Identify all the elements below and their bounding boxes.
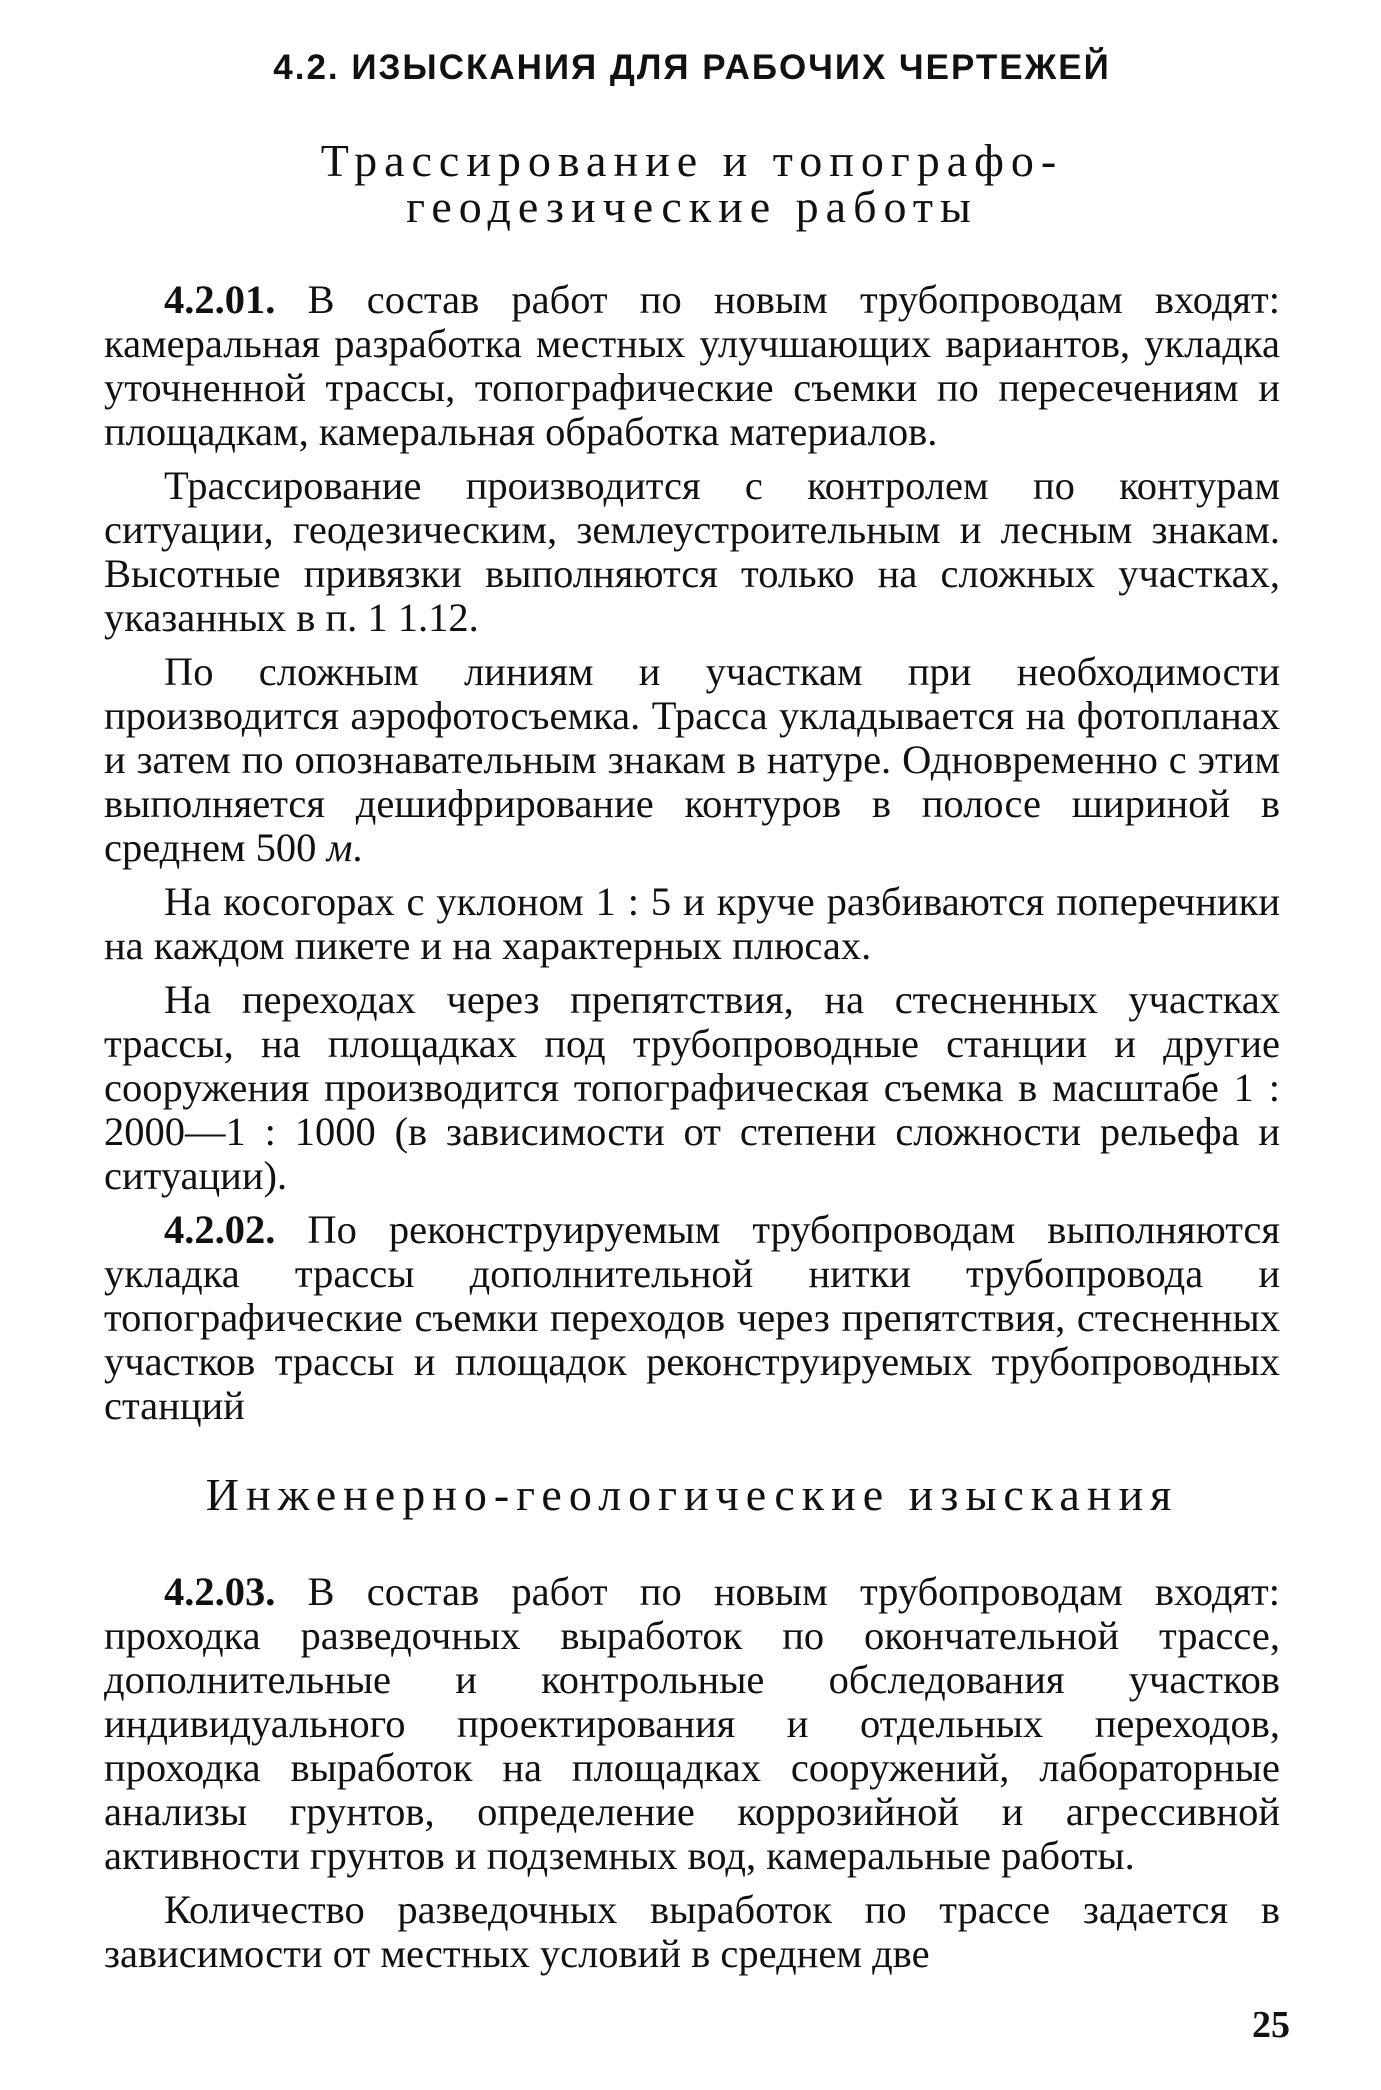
paragraph-text: Трассирование производится с контролем по контурам ситуации, геодезическим, землеустроительным и лесным знакам. Высотные привязки выполняются только на сложных участках, указанных в п. 1 1.12. xyxy=(104,463,1280,640)
paragraph-slopes xyxy=(104,880,1280,968)
section-title-geology: Инженерно-геологические изыскания xyxy=(205,1469,1179,1520)
paragraph-tracing-control xyxy=(104,464,1280,640)
paragraph-4-2-03 xyxy=(104,1570,1280,1878)
paragraph-text: По сложным линиям и участкам при необходимости производится аэрофотосъемка. Трасса укладывается на фотопланах и затем по опознавательным знакам в натуре. Одновременно с этим выполняется дешифрирование контуров в полосе шириной в среднем 500 xyxy=(104,649,1280,870)
document-page xyxy=(104,48,1280,1986)
paragraph-text: По реконструируемым трубопроводам выполняются укладка трассы дополнительной нитки трубопровода и топографические съемки переходов через препятствия, стесненных участков трассы и площадок реконструируемых трубопроводных станций xyxy=(104,1207,1280,1428)
chapter-heading: 4.2. ИЗЫСКАНИЯ ДЛЯ РАБОЧИХ ЧЕРТЕЖЕЙ xyxy=(273,48,1111,87)
unit-label: м xyxy=(326,825,353,870)
clause-number: 4.2.03. xyxy=(164,1569,276,1614)
paragraph-tail: . xyxy=(352,825,363,870)
paragraph-text: В состав работ по новым трубопроводам входят: проходка разведочных выработок по окончательной трассе, дополнительные и контрольные обследования участков индивидуального проектирования и отдельных переходов, проходка выработок на площадках сооружений, лабораторные анализы грунтов, определение коррозийной и агрессивной активности грунтов и подземных вод, камеральные работы. xyxy=(104,1569,1280,1878)
clause-number: 4.2.02. xyxy=(164,1207,276,1252)
section-title-tracing xyxy=(104,135,1280,232)
paragraph-text: На переходах через препятствия, на стесненных участках трассы, на площадках под трубопроводные станции и другие сооружения производится топографическая съемка в масштабе 1 : 2000—1 : 1000 (в зависимости от степени сложности рельефа и ситуации). xyxy=(104,977,1280,1198)
paragraph-text: Количество разведочных выработок по трассе задается в зависимости от местных условий в среднем две xyxy=(104,1887,1280,1976)
paragraph-aerial-survey xyxy=(104,650,1280,870)
paragraph-crossings xyxy=(104,978,1280,1198)
paragraph-4-2-02 xyxy=(104,1208,1280,1428)
paragraph-text: В состав работ по новым трубопроводам входят: камеральная разработка местных улучшающих вариантов, укладка уточненной трассы, топографические съемки по пересечениям и площадкам, камеральная обработка материалов. xyxy=(104,277,1280,454)
clause-number: 4.2.01. xyxy=(164,277,276,322)
page-number: 25 xyxy=(1252,2004,1290,2046)
section-title-line-2: геодезические работы xyxy=(406,181,978,232)
paragraph-text: На косогорах с уклоном 1 : 5 и круче разбиваются поперечники на каждом пикете и на характерных плюсах. xyxy=(104,879,1280,968)
paragraph-4-2-01 xyxy=(104,278,1280,454)
paragraph-excavation-count xyxy=(104,1888,1280,1976)
section-title-line-1: Трассирование и топографо- xyxy=(320,135,1064,186)
